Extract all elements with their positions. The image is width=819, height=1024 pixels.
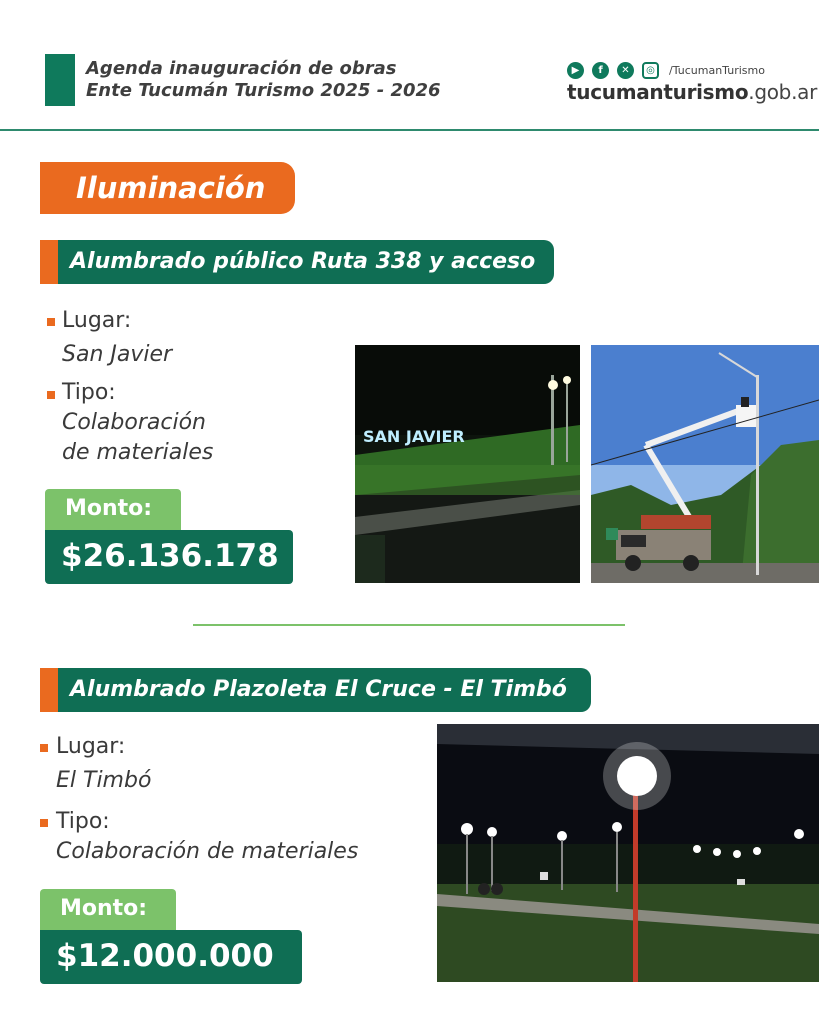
website-bold: tucumanturismo: [567, 80, 749, 104]
monto-value: [45, 530, 293, 584]
section-divider: [193, 624, 625, 626]
category-tag: [40, 162, 295, 214]
lugar-label: Lugar:: [62, 308, 132, 333]
bullet-icon: [47, 391, 55, 399]
header-divider: [0, 129, 819, 131]
monto-label: [40, 889, 176, 931]
page-title: [86, 58, 441, 102]
youtube-icon[interactable]: ▶: [567, 62, 584, 79]
monto-label-text: Monto:: [65, 496, 153, 521]
tipo-value: Colaboración de materiales: [56, 839, 359, 864]
monto-amount: $12.000.000: [56, 938, 274, 974]
monto-value: [40, 930, 302, 984]
social-links: [567, 62, 765, 79]
lugar-value: San Javier: [62, 342, 173, 367]
category-label: Iluminación: [76, 171, 266, 205]
photo-plaza-night: [437, 724, 819, 982]
title-line-1: Agenda inauguración de obras: [86, 58, 397, 79]
social-handle: /TucumanTurismo: [669, 64, 765, 77]
website-domain: .gob.ar: [748, 80, 818, 104]
header-accent: [40, 240, 58, 284]
facebook-icon[interactable]: f: [592, 62, 609, 79]
project-1-header: [40, 240, 554, 284]
tipo-label: Tipo:: [56, 809, 110, 834]
project-2-title: Alumbrado Plazoleta El Cruce - El Timbó: [70, 677, 567, 702]
bullet-icon: [40, 744, 48, 752]
title-line-2: Ente Tucumán Turismo 2025 - 2026: [86, 80, 441, 101]
photo-san-javier-sign: [355, 345, 580, 583]
tipo-value-line-1: Colaboración: [62, 410, 206, 435]
website[interactable]: [567, 80, 817, 104]
brand-bar: [45, 54, 75, 106]
x-icon[interactable]: ✕: [617, 62, 634, 79]
project-2-header: [40, 668, 591, 712]
tipo-label: Tipo:: [62, 380, 116, 405]
photo-bucket-truck: [591, 345, 819, 583]
sign-text: SAN JAVIER: [363, 427, 465, 446]
header-accent: [40, 668, 58, 712]
monto-amount: $26.136.178: [61, 538, 279, 574]
bullet-icon: [47, 318, 55, 326]
project-1-title: Alumbrado público Ruta 338 y acceso: [70, 249, 536, 274]
monto-label-text: Monto:: [60, 896, 148, 921]
lugar-label: Lugar:: [56, 734, 126, 759]
tipo-value-line-2: de materiales: [62, 440, 214, 465]
lugar-value: El Timbó: [56, 768, 152, 793]
instagram-icon[interactable]: ◎: [642, 62, 659, 79]
monto-label: [45, 489, 181, 531]
bullet-icon: [40, 819, 48, 827]
